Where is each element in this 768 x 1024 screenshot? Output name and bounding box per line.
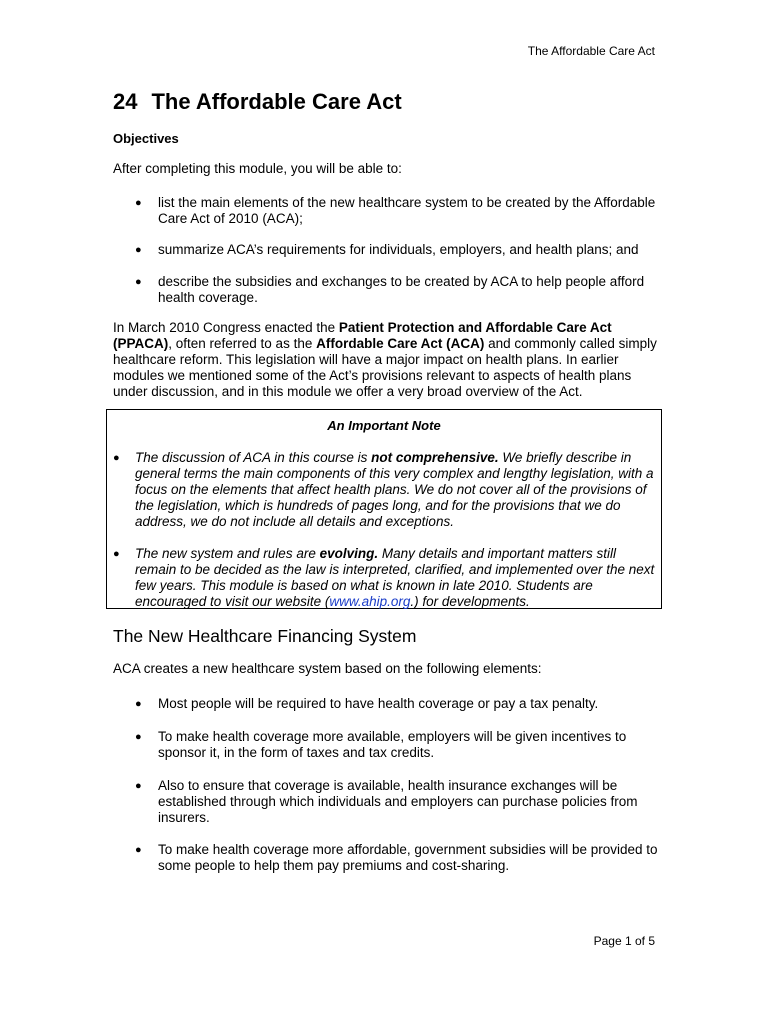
list-item: ● Most people will be required to have health coverage or pay a tax penalty. — [135, 696, 599, 711]
chapter-number: 24 — [113, 89, 138, 114]
list-item: ● To make health coverage more affordable, government subsidies will be provided to some people to help them pay premiums and cost-sharing. — [135, 842, 658, 873]
intro-paragraph: In March 2010 Congress enacted the Patient Protection and Affordable Care Act (PPACA), often referred to as the Affordable Care Act (ACA) and commonly called simply healthcare reform. This legislation will have a major impact on health plans. In earlier modules we mentioned some of the Act’s provisions relevant to aspects of health plans under discussion, and in this module we offer a very broad overview of the Act. — [113, 320, 657, 399]
note-item: ● The new system and rules are evolving. Many details and important matters still remain to be decided as the law is interpreted, clarified, and implemented over the next few years. This module is based on what is known in late 2010. Students are encouraged to visit our website (www.ahip.org.) for developments. — [113, 546, 655, 609]
website-link[interactable]: www.ahip.org — [329, 594, 411, 609]
list-item: ● describe the subsidies and exchanges to be created by ACA to help people afford health coverage. — [135, 274, 645, 305]
objectives-heading: Objectives — [113, 131, 179, 146]
running-header: The Affordable Care Act — [527, 44, 655, 58]
section-intro: ACA creates a new healthcare system based on the following elements: — [113, 661, 542, 676]
aca-name: Affordable Care Act (ACA) — [316, 336, 485, 351]
important-note-box — [106, 409, 662, 609]
list-item: ● To make health coverage more available, employers will be given incentives to sponsor it, in the form of taxes and tax credits. — [135, 729, 627, 760]
bullet-icon: ● — [135, 844, 142, 856]
note-emphasis: not comprehensive. — [371, 450, 499, 465]
list-item: ● list the main elements of the new healthcare system to be created by the Affordable Care Act of 2010 (ACA); — [135, 195, 656, 226]
objectives-intro: After completing this module, you will be able to: — [113, 161, 402, 176]
list-item: ● Also to ensure that coverage is available, health insurance exchanges will be established through which individuals and employers can purchase policies from insurers. — [135, 778, 638, 825]
bullet-icon: ● — [135, 731, 142, 743]
note-title: An Important Note — [327, 418, 441, 433]
page-number: Page 1 of 5 — [593, 934, 655, 948]
bullet-icon: ● — [135, 197, 142, 209]
bullet-icon: ● — [135, 698, 142, 710]
section-heading: The New Healthcare Financing System — [113, 626, 417, 646]
chapter-title-text: The Affordable Care Act — [151, 89, 402, 114]
bullet-icon: ● — [135, 244, 142, 256]
bullet-icon: ● — [113, 548, 120, 560]
note-emphasis: evolving. — [319, 546, 379, 561]
ppaca-name: Patient Protection and Affordable Care Act (PPACA) — [113, 320, 612, 351]
note-item: ● The discussion of ACA in this course is not comprehensive. We briefly describe in general terms the main components of this very complex and lengthy legislation, with a focus on the elements that affect health plans. We do not cover all of the provisions of the legislation, which is hundreds of pages long, and for the provisions that we do address, we do not include all details and exceptions. — [113, 450, 654, 529]
chapter-title — [113, 89, 402, 115]
bullet-icon: ● — [135, 780, 142, 792]
bullet-icon: ● — [135, 276, 142, 288]
list-item: ● summarize ACA’s requirements for individuals, employers, and health plans; and — [135, 242, 639, 257]
bullet-icon: ● — [113, 452, 120, 464]
